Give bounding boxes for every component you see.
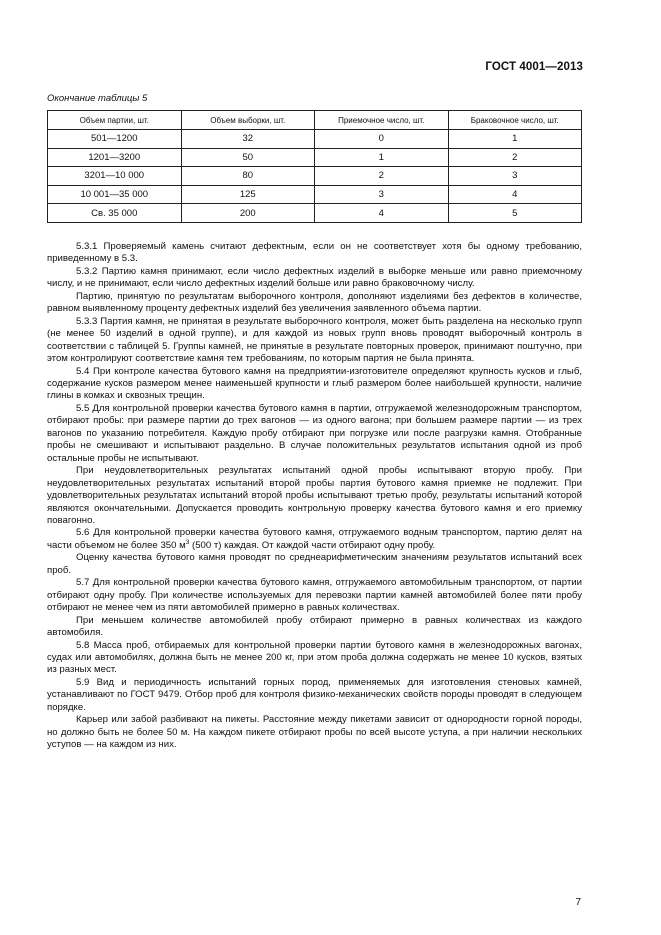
paragraph-5-8: 5.8 Масса проб, отбираемых для контрольной проверки партии бутового камня в железнодорожных вагонах, судах или автомобилях, должна быть не менее 200 кг, при этом проба должна содержать не менее 10 кусков, взятых из разных мест. [47, 639, 582, 676]
table-cell: 4 [448, 185, 582, 204]
table-row [48, 130, 582, 149]
paragraph-5-6-end: (500 т) каждая. От каждой части отбирают одну пробу. [189, 539, 436, 551]
paragraph-5-7: 5.7 Для контрольной проверки качества бутового камня, отгружаемого автомобильным транспортом, от партии отбирают одну пробу. При количестве используемых для перевозки партии камней автомобилей более пяти пробу отбирают не менее чем из пяти автомобилей примерно в равных количествах. [47, 577, 582, 614]
table-cell: 3201—10 000 [48, 167, 182, 186]
paragraph-unsatisfactory-results: При неудовлетворительных результатах испытаний одной пробы испытывают вторую пробу. При неудовлетворительных результатах испытаний второй пробы партия бутового камня приемке не подлежит. При удовлетворительных результатах испытаний второй пробы испытывают третью пробу, результаты испытаний которой являются окончательными. Допускается проводить контрольную проверку качества бутового камня и его приемку повагонно. [47, 465, 582, 526]
paragraph-5-3-3: 5.3.3 Партия камня, не принятая в результате выборочного контроля, может быть разделена на несколько групп (не менее 50 изделий в одной группе), и для каждой из новых групп вновь проводят выборочный контроль в соответствии с таблицей 5. Группы камней, не принятые в результате повторных проверок, принимают поштучно, при этом контролируют соответствие камня тем требованиям, по которым партия не была принята. [47, 315, 582, 365]
table-cell: 3 [315, 185, 449, 204]
body-text [47, 241, 582, 752]
paragraph-5-3-2: 5.3.2 Партию камня принимают, если число дефектных изделий в выборке меньше или равно приемочному числу, и не принимают, если число дефектных изделий больше или равно браковочному числу. [47, 265, 582, 290]
table-row [48, 204, 582, 223]
table-cell: 50 [181, 148, 315, 167]
table-caption: Окончание таблицы 5 [47, 93, 148, 104]
table-cell: 1201—3200 [48, 148, 182, 167]
table-row [48, 167, 582, 186]
column-header-sample-size: Объем выборки, шт. [181, 111, 315, 130]
table-cell: 32 [181, 130, 315, 149]
table-cell: 10 001—35 000 [48, 185, 182, 204]
paragraph-5-4: 5.4 При контроле качества бутового камня на предприятии-изготовителе определяют крупность кусков и глыб, содержание кусков размером менее наименьшей крупности и глыб размером более наибольшей крупности, наличие глины в комках и сквозных трещин. [47, 365, 582, 402]
table-cell: 125 [181, 185, 315, 204]
table-cell: 1 [315, 148, 449, 167]
column-header-lot-size: Объем партии, шт. [48, 111, 182, 130]
table-cell: 501—1200 [48, 130, 182, 149]
paragraph-5-5: 5.5 Для контрольной проверки качества бутового камня в партии, отгружаемой железнодорожным транспортом, отбирают пробы: при размере партии до трех вагонов — из одного вагона; при большем размере партии — из трех вагонов по указанию потребителя. Каждую пробу отбирают при погрузке или после разгрузки камня. Отобранные пробы не смешивают и испытывают раздельно. В случае положительных результатов испытания одной из проб остальные пробы не испытывают. [47, 402, 582, 464]
paragraph-quality-assessment: Оценку качества бутового камня проводят по среднеарифметическим значениям результатов испытаний всех проб. [47, 552, 582, 576]
table-cell: 200 [181, 204, 315, 223]
column-header-rejection-number: Браковочное число, шт. [448, 111, 582, 130]
paragraph-lot-completion: Партию, принятую по результатам выборочного контроля, дополняют изделиями без дефектов в количестве, равном выявленному проценту дефектных изделий без увеличения заявленного объема партии. [47, 290, 582, 315]
paragraph-fewer-vehicles: При меньшем количестве автомобилей пробу отбирают примерно в равных количествах из каждого автомобиля. [47, 614, 582, 639]
paragraph-5-9: 5.9 Вид и периодичность испытаний горных пород, применяемых для изготовления стеновых камней, устанавливают по ГОСТ 9479. Отбор проб для контроля физико-механических свойств породы проводят в следующем порядке. [47, 676, 582, 713]
superscript-cubic: 3 [185, 538, 190, 546]
table-cell: 0 [315, 130, 449, 149]
column-header-acceptance-number: Приемочное число, шт. [315, 111, 449, 130]
document-header: ГОСТ 4001—2013 [485, 61, 583, 73]
paragraph-5-6 [47, 527, 582, 552]
table-cell: 80 [181, 167, 315, 186]
table-header-row [48, 111, 582, 130]
table-cell: 3 [448, 167, 582, 186]
table-cell: 2 [448, 148, 582, 167]
table-row [48, 185, 582, 204]
table-cell: 1 [448, 130, 582, 149]
table-cell: 4 [315, 204, 449, 223]
paragraph-5-6-start: 5.6 Для контрольной проверки качества бутового камня, отгружаемого водным транспортом, партию делят на части объемом не более 350 м [47, 527, 582, 551]
table-cell: 2 [315, 167, 449, 186]
paragraph-quarry-pickets: Карьер или забой разбивают на пикеты. Расстояние между пикетами зависит от однородности горной породы, но должно быть не более 50 м. На каждом пикете отбирают пробы по всей высоте уступа, а при наличии нескольких уступов — на каждом из них. [47, 714, 582, 751]
table-cell: Св. 35 000 [48, 204, 182, 223]
table-cell: 5 [448, 204, 582, 223]
paragraph-5-3-1: 5.3.1 Проверяемый камень считают дефектным, если он не соответствует хотя бы одному требованию, приведенному в 5.3. [47, 241, 582, 265]
table-row [48, 148, 582, 167]
table-5 [47, 110, 582, 223]
page-number: 7 [575, 897, 581, 908]
